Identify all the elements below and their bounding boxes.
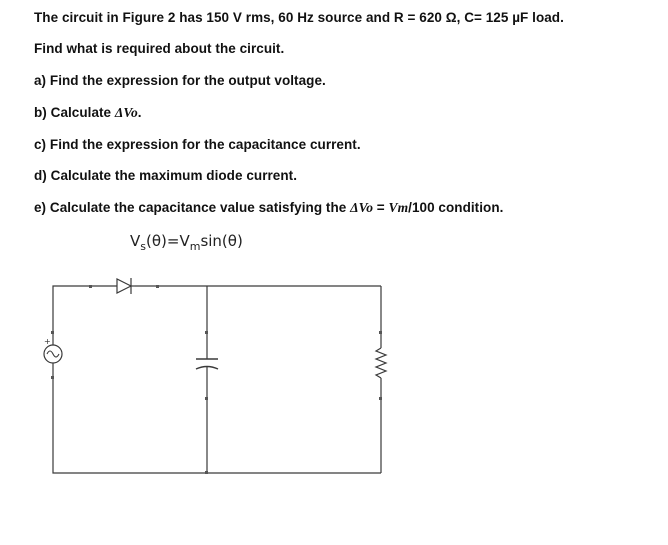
delta-vo-math: ΔVo	[114, 105, 138, 120]
formula-sub-m: m	[189, 240, 201, 253]
question-b-suffix: .	[137, 105, 142, 120]
delta-vo-math: ΔVo	[350, 200, 373, 215]
instruction-text: Find what is required about the circuit.	[34, 41, 285, 56]
question-a-text: a) Find the expression for the output voltage.	[34, 73, 326, 88]
diode	[117, 278, 135, 294]
ac-source	[44, 333, 62, 375]
question-e-prefix: e) Calculate the capacitance value satisfying the	[34, 200, 351, 215]
question-d-text: d) Calculate the maximum diode current.	[34, 168, 298, 183]
formula-sub-s: s	[140, 240, 146, 253]
terminal-dots	[51, 285, 382, 474]
problem-text: The circuit in Figure 2 has 150 V rms, 60 Hz source and R = 620 Ω, C= 125 µF load.	[34, 10, 564, 25]
question-b-prefix: b) Calculate	[34, 105, 115, 120]
diode-triangle	[117, 279, 131, 293]
top-wire-left	[53, 286, 117, 333]
resistor	[376, 348, 386, 378]
formula-arg: (θ)=V	[146, 232, 190, 250]
formula-v: V	[130, 232, 141, 250]
question-c-text: c) Find the expression for the capacitance current.	[34, 137, 361, 152]
vm-math: Vm	[388, 200, 409, 215]
bottom-wire	[53, 375, 381, 473]
source-plus-label: +	[44, 337, 51, 346]
question-e-equals: =	[373, 200, 389, 215]
question-e-suffix: /100 condition.	[408, 200, 504, 215]
formula-func: sin(θ)	[200, 232, 243, 250]
